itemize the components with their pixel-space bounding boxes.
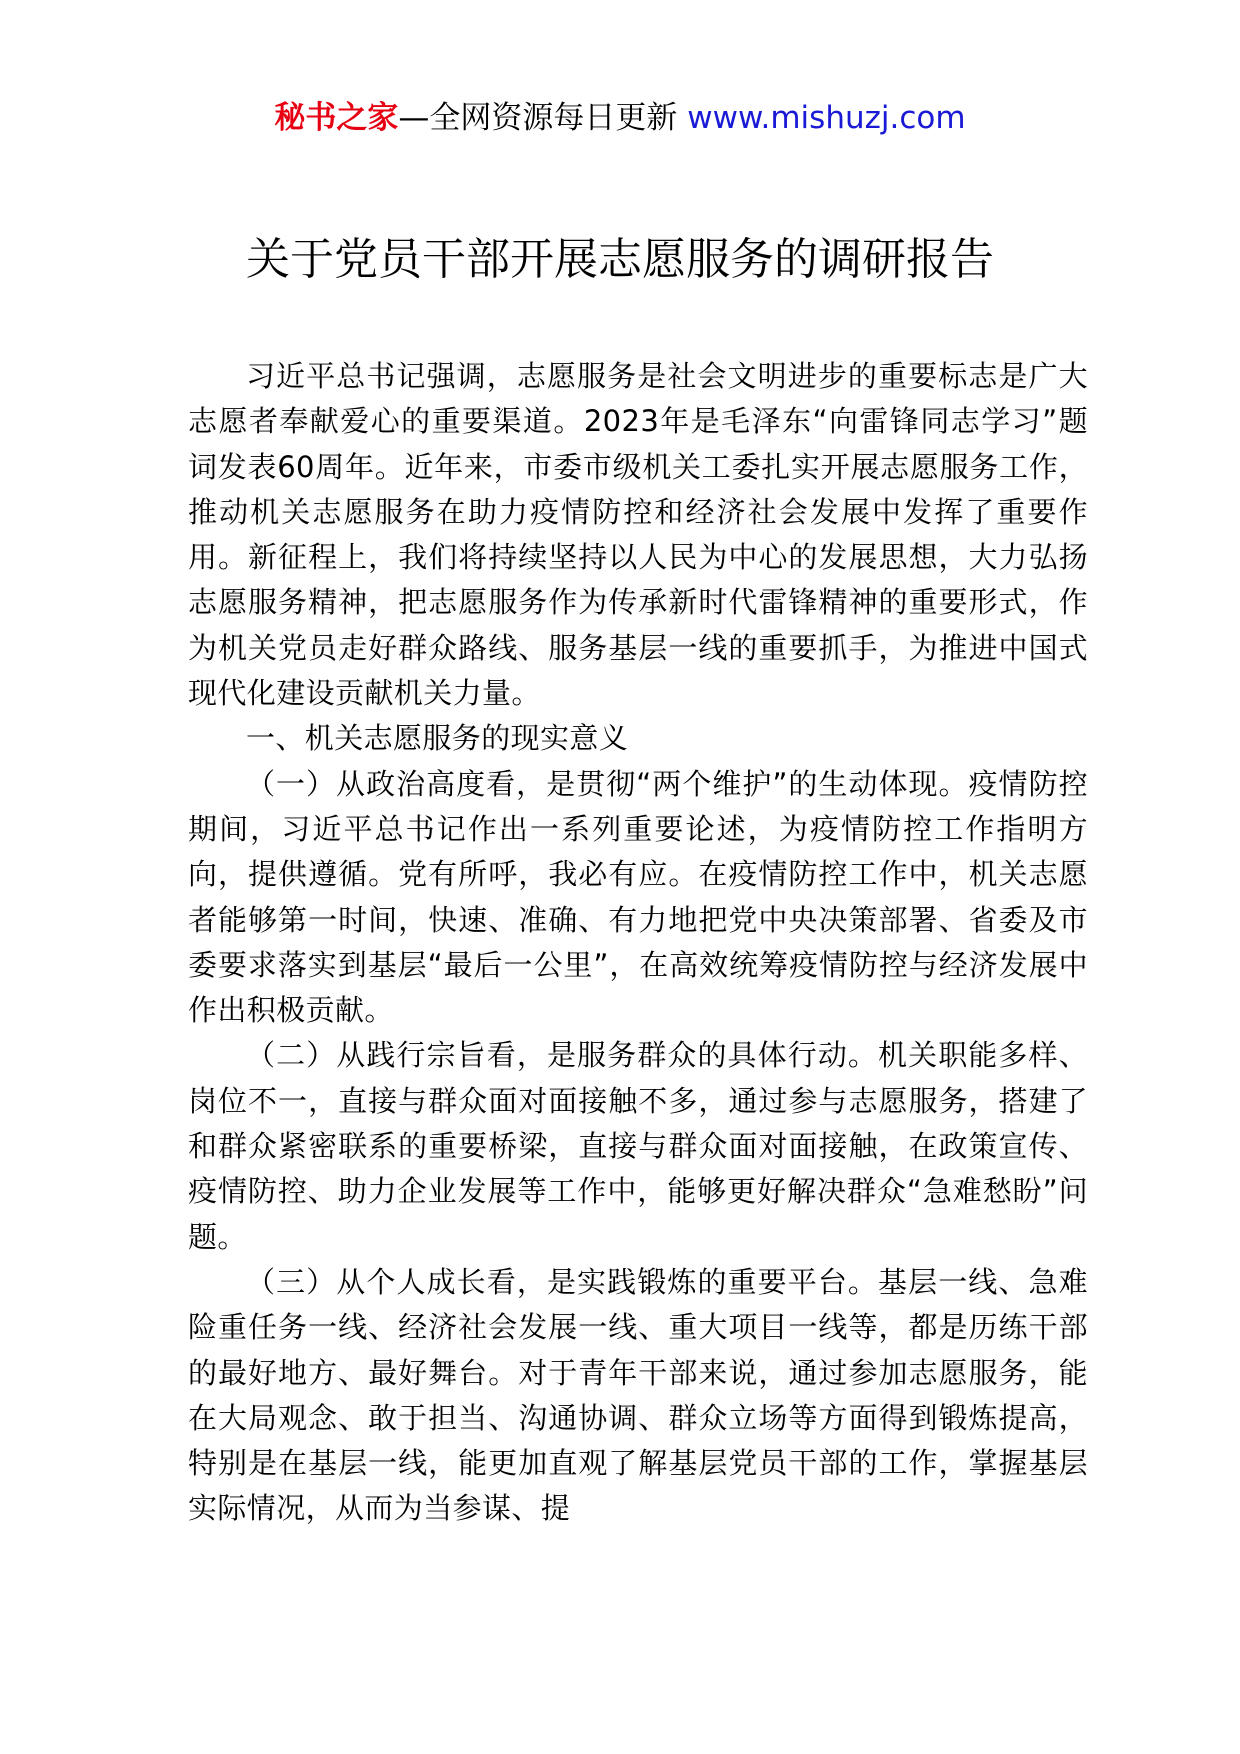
document-title: 关于党员干部开展志愿服务的调研报告 xyxy=(246,234,994,285)
site-url-link[interactable]: www.mishuzj.com xyxy=(687,100,966,136)
document-body xyxy=(188,354,1088,1532)
section-heading-1: 一、机关志愿服务的现实意义 xyxy=(246,721,629,756)
paragraph-growth: （三）从个人成长看，是实践锻炼的重要平台。基层一线、急难险重任务一线、经济社会发展一线、重大项目一线等，都是历练干部的最好地方、最好舞台。对于青年干部来说，通过参加志愿服务，能在大局观念、敢于担当、沟通协调、群众立场等方面得到锻炼提高，特别是在基层一线，能更加直观了解基层党员干部的工作，掌握基层实际情况，从而为当参谋、提 xyxy=(188,1264,1088,1526)
brand-name: 秘书之家 xyxy=(274,100,399,136)
paragraph-intro: 习近平总书记强调，志愿服务是社会文明进步的重要标志是广大志愿者奉献爱心的重要渠道。2023年是毛泽东“向雷锋同志学习”题词发表60周年。近年来，市委市级机关工委扎实开展志愿服务工作，推动机关志愿服务在助力疫情防控和经济社会发展中发挥了重要作用。新征程上，我们将持续坚持以人民为中心的发展思想，大力弘扬志愿服务精神，把志愿服务作为传承新时代雷锋精神的重要形式，作为机关党员走好群众路线、服务基层一线的重要抓手，为推进中国式现代化建设贡献机关力量。 xyxy=(188,359,1088,711)
banner-slogan: —全网资源每日更新 xyxy=(398,100,688,136)
paragraph-service: （二）从践行宗旨看，是服务群众的具体行动。机关职能多样、岗位不一，直接与群众面对面接触不多，通过参与志愿服务，搭建了和群众紧密联系的重要桥梁，直接与群众面对面接触，在政策宣传、疫情防控、助力企业发展等工作中，能够更好解决群众“急难愁盼”问题。 xyxy=(188,1038,1088,1254)
paragraph-political: （一）从政治高度看，是贯彻“两个维护”的生动体现。疫情防控期间，习近平总书记作出一系列重要论述，为疫情防控工作指明方向，提供遵循。党有所呼，我必有应。在疫情防控工作中，机关志愿者能够第一时间，快速、准确、有力地把党中央决策部署、省委及市委要求落实到基层“最后一公里”，在高效统筹疫情防控与经济发展中作出积极贡献。 xyxy=(188,766,1088,1028)
site-banner xyxy=(0,98,1240,138)
